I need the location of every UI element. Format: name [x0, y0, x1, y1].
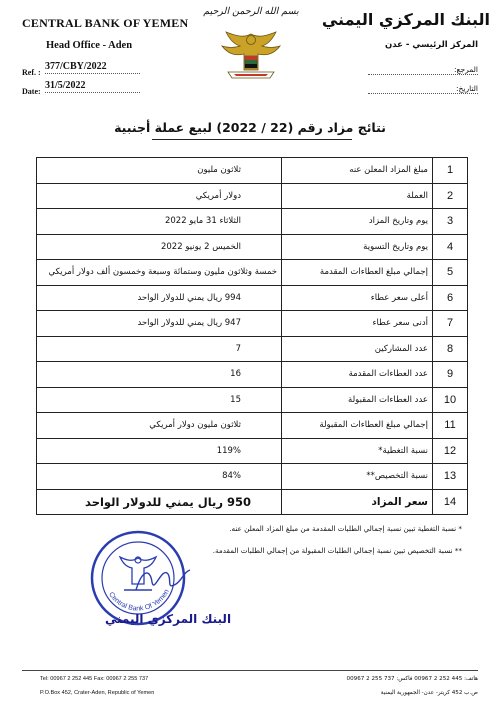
table-row — [37, 234, 468, 260]
row-number: 3 — [433, 209, 468, 235]
table-row — [37, 464, 468, 490]
row-label: أعلى سعر عطاء — [282, 285, 433, 311]
row-label: عدد المشاركين — [282, 336, 433, 362]
footer-divider — [22, 670, 478, 671]
row-number: 4 — [433, 234, 468, 260]
date-value: 31/5/2022 — [45, 80, 140, 93]
row-number: 10 — [433, 387, 468, 413]
row-value: الخميس 2 يونيو 2022 — [37, 234, 282, 260]
table-row — [37, 311, 468, 337]
row-value: 947 ريال يمني للدولار الواحد — [37, 311, 282, 337]
row-value: 950 ريال يمني للدولار الواحد — [37, 489, 282, 515]
row-value: الثلاثاء 31 مايو 2022 — [37, 209, 282, 235]
row-number: 8 — [433, 336, 468, 362]
date-label-ar: التاريخ: — [368, 84, 478, 94]
footer-address-ar: ص.ب 452 كريتر- عدن- الجمهورية اليمنية — [380, 690, 478, 696]
row-value: 84% — [37, 464, 282, 490]
table-row — [37, 260, 468, 286]
table-row — [37, 285, 468, 311]
row-number: 14 — [433, 489, 468, 515]
row-label: نسبة التغطية* — [282, 438, 433, 464]
row-number: 11 — [433, 413, 468, 439]
row-label: إجمالي مبلغ العطاءات المقبولة — [282, 413, 433, 439]
row-number: 2 — [433, 183, 468, 209]
row-label: إجمالي مبلغ العطاءات المقدمة — [282, 260, 433, 286]
auction-results-table — [36, 157, 468, 515]
footnote-coverage: * نسبة التغطية تبين نسبة إجمالي الطلبات المقدمة من مبلغ المزاد المعلن عنه. — [229, 524, 462, 533]
row-label: مبلغ المزاد المعلن عنه — [282, 158, 433, 184]
table-row — [37, 336, 468, 362]
row-value: ثلاثون مليون — [37, 158, 282, 184]
office-name-ar: المركز الرئيسي - عدن — [384, 40, 478, 50]
table-row — [37, 413, 468, 439]
footer-contact-ar: هاتف: 445 252 2 00967 فاكس: 737 255 2 00967 — [346, 676, 478, 682]
row-number: 5 — [433, 260, 468, 286]
row-value: دولار أمريكي — [37, 183, 282, 209]
table-row — [37, 489, 468, 515]
table-row — [37, 158, 468, 184]
row-number: 6 — [433, 285, 468, 311]
row-value: 994 ريال يمني للدولار الواحد — [37, 285, 282, 311]
table-row — [37, 183, 468, 209]
office-name-en: Head Office - Aden — [46, 40, 133, 51]
row-value: 119% — [37, 438, 282, 464]
document-title: نتائج مزاد رقم (22 / 2022) لبيع عملة أجنبية — [114, 120, 386, 135]
row-label: يوم وتاريخ المزاد — [282, 209, 433, 235]
signature-icon — [132, 560, 192, 600]
bank-name-en: CENTRAL BANK OF YEMEN — [22, 16, 189, 30]
row-number: 13 — [433, 464, 468, 490]
basmala: بسم الله الرحمن الرحيم — [203, 6, 299, 17]
footnote-allocation: ** نسبة التخصيص تبين نسبة إجمالي الطلبات المقبولة من إجمالي الطلبات المقدمة. — [212, 546, 462, 555]
date-label: Date: — [22, 87, 41, 96]
row-label: سعر المزاد — [282, 489, 433, 515]
row-number: 1 — [433, 158, 468, 184]
stamp-text-en: Central Bank Of Yemen — [107, 588, 171, 613]
ref-label-ar: المرجع: — [368, 65, 478, 75]
row-value: 16 — [37, 362, 282, 388]
row-value: خمسة وثلاثون مليون وستمائة وسبعة وخمسون ألف دولار أمريكي — [37, 260, 282, 286]
row-value: 7 — [37, 336, 282, 362]
ref-label: Ref. : — [22, 68, 41, 77]
row-label: عدد العطاءات المقبولة — [282, 387, 433, 413]
row-label: أدنى سعر عطاء — [282, 311, 433, 337]
row-number: 9 — [433, 362, 468, 388]
title-underline — [152, 139, 352, 140]
row-value: 15 — [37, 387, 282, 413]
table-row — [37, 387, 468, 413]
stamp-text-ar: البنك المركزي اليمني — [104, 612, 232, 626]
table-row — [37, 362, 468, 388]
yemen-eagle-emblem-icon — [214, 26, 288, 86]
row-label: عدد العطاءات المقدمة — [282, 362, 433, 388]
bank-name-ar: البنك المركزي اليمني — [321, 10, 490, 29]
row-number: 7 — [433, 311, 468, 337]
row-value: ثلاثون مليون دولار أمريكي — [37, 413, 282, 439]
footer-contact-en: Tel: 00967 2 252 445 Fax: 00967 2 255 737 — [40, 676, 149, 682]
table-row — [37, 209, 468, 235]
ref-value: 377/CBY/2022 — [45, 61, 140, 74]
row-label: يوم وتاريخ التسوية — [282, 234, 433, 260]
row-label: العملة — [282, 183, 433, 209]
footer-address-en: P.O.Box 452, Crater-Aden, Republic of Yemen — [40, 690, 155, 696]
row-number: 12 — [433, 438, 468, 464]
row-label: نسبة التخصيص** — [282, 464, 433, 490]
table-row — [37, 438, 468, 464]
